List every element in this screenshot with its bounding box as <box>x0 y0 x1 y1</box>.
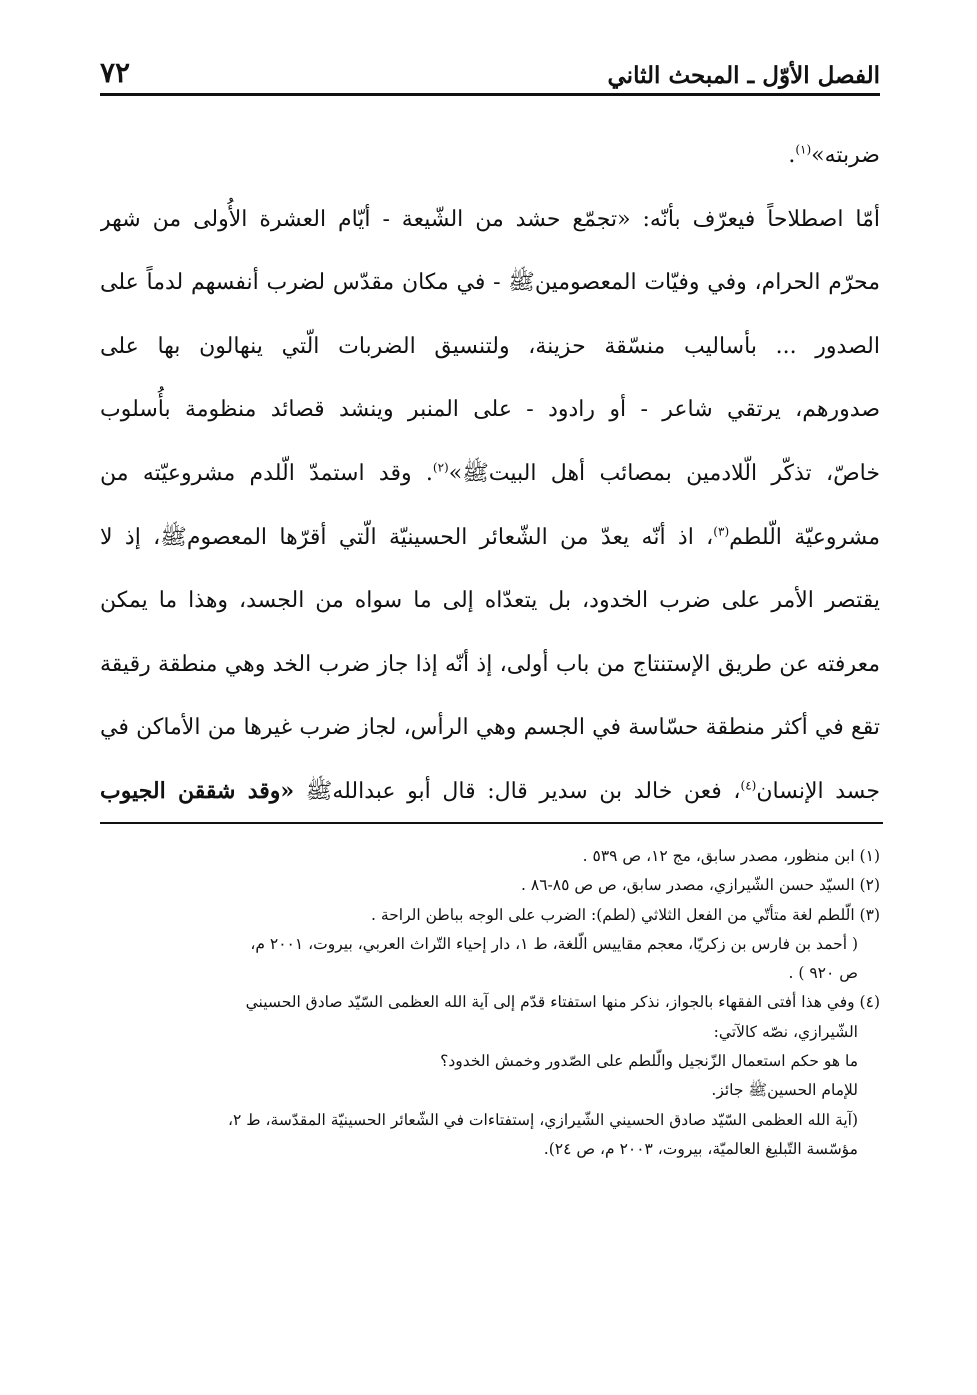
footnote-4-answer: للإمام الحسينﷺ جائز. <box>711 1081 858 1100</box>
footnote-4-citation: (آية الله العظمى السّيّد صادق الحسيني الشّيرازي، إستفتاءات في الشّعائر الحسينيّة المقدّسة، ط ٢، <box>227 1110 858 1129</box>
text-line-3: محرّم الحرام، وفي وفيّات المعصومينﷺ - في مكان مقدّس لضرب أنفسهم لدماً على <box>100 270 880 296</box>
page-header <box>100 50 880 96</box>
footnote-ref-2: (٢) <box>432 460 449 475</box>
footnote-1: (١) ابن منظور، مصدر سابق، مج ١٢، ص ٥٣٩ . <box>582 847 880 865</box>
footnote-4: (٤) وفي هذا أفتى الفقهاء بالجواز، نذكر منها استفتاء قدّم إلى آية الله العظمى السّيّد صادق الحسيني <box>245 993 880 1012</box>
footnote-ref-4: (٤) <box>740 778 757 793</box>
text-line-11: جسد الإنسان$^{(٤)}$، فعن خالد بن سدير قال: قال أبو عبداللهﷺ «وقد شققن الجيوب <box>100 777 880 804</box>
page-number: ٧٢ <box>100 56 131 89</box>
text-line-5: صدورهم، يرتقي شاعر - أو رادود - على المنبر وينشد قصائد منظومة بأُسلوب <box>100 397 880 423</box>
footnotes <box>100 842 880 1164</box>
footnote-3-citation-cont: ص ٩٢٠ ) . <box>788 964 858 983</box>
footnote-2: (٢) السيّد حسن الشّيرازي، مصدر سابق، ص ص ٨٥-٨٦ . <box>521 876 880 895</box>
footnote-4-cont: الشّيرازي، نصّه كالآتي: <box>713 1022 858 1041</box>
text-line-2: أمّا اصطلاحاً فيعرّف بأنّه: «تجمّع حشد من الشّيعة - أيّام العشرة الأُولى من شهر <box>100 206 880 232</box>
text-line-7: مشروعيّة الّلطم$^{(٣)}$، اذ أنّه يعدّ من الشّعائر الحسينيّة الّتي أقرّها المعصومﷺ، إذ لا <box>100 524 880 550</box>
footnote-4-citation-cont: مؤسّسة التّبليغ العالميّة، بيروت، ٢٠٠٣ م، ص ٢٤). <box>543 1139 858 1158</box>
footnote-3-citation: ( أحمد بن فارس بن زكريّا، معجم مقاييس الّلغة، ط ١، دار إحياء التّراث العربي، بيروت، ٢٠٠١ م، <box>250 934 858 953</box>
footnote-3: (٣) الّلطم لغة متأتّي من الفعل الثلاثي (لطم): الضرب على الوجه بباطن الراحة . <box>371 905 880 924</box>
text-line-8: يقتصر الأمر على ضرب الخدود، بل يتعدّاه إلى ما سواه من الجسد، وهذا ما يمكن <box>100 588 880 614</box>
quoted-hadith-start: «وقد شققن الجيوب <box>100 777 295 804</box>
text-line-6: خاصّ، تذكّر الّلادمين بمصائب أهل البيتﷺ»$^{(٢)}$. وقد استمدّ الّلدم مشروعيّته من <box>100 460 880 486</box>
text-line-4: الصدور ... بأساليب منسّقة حزينة، ولتنسيق الضربات الّتي ينهالون بها على <box>100 333 880 359</box>
footnote-separator <box>100 822 883 824</box>
main-text <box>100 124 880 824</box>
footnote-4-question: ما هو حكم استعمال الزّنجيل والّلطم على الصّدور وخمش الخدود؟ <box>440 1052 858 1071</box>
text-line-1: ضربته»$^{(١)}$. <box>788 142 880 168</box>
text-line-9: معرفته عن طريق الإستنتاج من باب أولى، إذ أنّه إذا جاز ضرب الخد وهي منطقة رقيقة <box>100 651 880 677</box>
running-title: الفصل الأوّل ـ المبحث الثاني <box>607 62 880 89</box>
footnote-ref-3: (٣) <box>713 524 730 539</box>
text-line-10: تقع في أكثر منطقة حسّاسة في الجسم وهي الرأس، لجاز ضرب غيرها من الأماكن في <box>100 715 880 741</box>
footnote-ref-1: (١) <box>795 142 812 157</box>
